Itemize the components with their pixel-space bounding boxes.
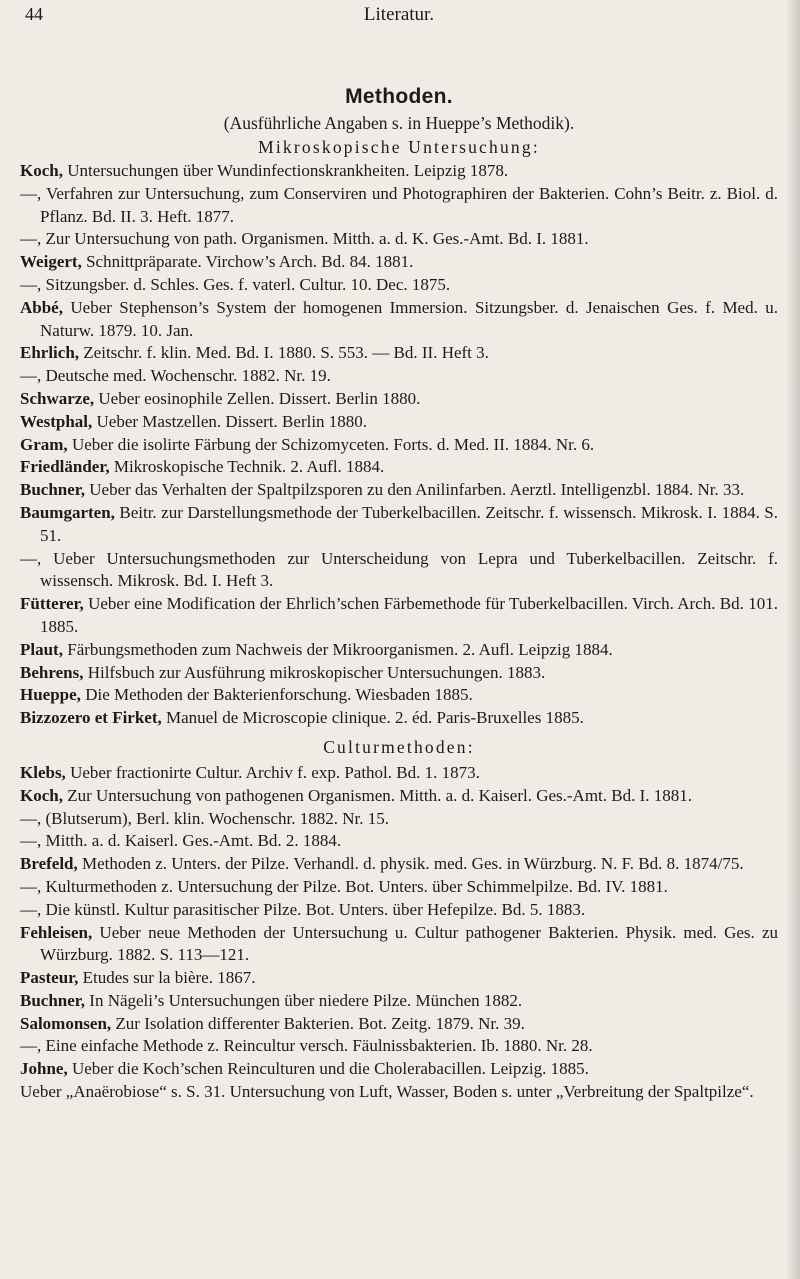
reference-text: —, Zur Untersuchung von path. Organismen. Mitth. a. d. K. Ges.-Amt. Bd. I. 1881. [20, 229, 589, 249]
reference-entry [20, 762, 778, 785]
reference-entry [20, 183, 778, 229]
reference-entry [20, 365, 778, 388]
reference-author: Behrens, [20, 662, 84, 682]
reference-author: Abbé, [20, 297, 63, 317]
section-note: (Ausführliche Angaben s. in Hueppe’s Methodik). [223, 113, 575, 133]
reference-text: Hilfsbuch zur Ausführung mikroskopischer Untersuchungen. 1883. [83, 662, 546, 682]
reference-entry [20, 639, 778, 662]
page-edge-shadow [786, 0, 800, 1279]
reference-entry [20, 274, 778, 297]
reference-entry [20, 684, 778, 707]
reference-text: Ueber das Verhalten der Spaltpilzsporen zu den Anilinfarben. Aerztl. Intelligenzbl. 1884. Nr. 33. [85, 480, 745, 500]
reference-entry [20, 853, 778, 876]
reference-text: Ueber eosinophile Zellen. Dissert. Berlin 1880. [94, 388, 421, 408]
reference-entry [20, 434, 778, 457]
reference-author: Brefeld, [20, 854, 78, 874]
reference-text: —, Die künstl. Kultur parasitischer Pilze. Bot. Unters. über Hefepilze. Bd. 5. 1883. [20, 899, 586, 919]
reference-text: Etudes sur la bière. 1867. [78, 968, 256, 988]
running-title: Literatur. [363, 4, 435, 25]
reference-text: —, Mitth. a. d. Kaiserl. Ges.-Amt. Bd. 2. 1884. [20, 831, 342, 851]
reference-author: Weigert, [20, 252, 82, 272]
reference-entry [20, 1013, 778, 1036]
reference-author: Plaut, [20, 639, 63, 659]
reference-entry [20, 1035, 778, 1058]
reference-entry [20, 1081, 778, 1104]
reference-entry [20, 388, 778, 411]
reference-text: Färbungsmethoden zum Nachweis der Mikroorganismen. 2. Aufl. Leipzig 1884. [62, 639, 613, 659]
reference-entry [20, 899, 778, 922]
reference-entry [20, 967, 778, 990]
reference-entry [20, 342, 778, 365]
reference-author: Johne, [20, 1059, 68, 1079]
reference-entry [20, 707, 778, 730]
reference-text: Beitr. zur Darstellungsmethode der Tuberkelbacillen. Zeitschr. f. wissensch. Mikrosk. I. 1884. S. 51. [40, 502, 778, 545]
reference-author: Schwarze, [20, 388, 95, 408]
reference-entry [20, 502, 778, 548]
reference-author: Westphal, [20, 411, 93, 431]
subhead-culture: Culturmethoden: [323, 736, 475, 757]
reference-text: Ueber die isolirte Färbung der Schizomyceten. Forts. d. Med. II. 1884. Nr. 6. [67, 434, 595, 454]
reference-author: Salomonsen, [20, 1013, 112, 1033]
reference-entry [20, 876, 778, 899]
reference-entry [20, 160, 778, 183]
reference-text: Schnittpräparate. Virchow’s Arch. Bd. 84. 1881. [81, 252, 414, 272]
reference-author: Koch, [20, 161, 63, 180]
reference-entry [20, 922, 778, 968]
reference-text: —, Eine einfache Methode z. Reincultur versch. Fäulnissbakterien. Ib. 1880. Nr. 28. [20, 1036, 593, 1056]
reference-author: Koch, [20, 785, 63, 805]
reference-entry [20, 251, 778, 274]
reference-author: Bizzozero et Firket, [20, 708, 162, 728]
reference-author: Gram, [20, 434, 68, 454]
reference-text: Ueber eine Modification der Ehrlich’schen Färbemethode für Tuberkelbacillen. Virch. Arch. Bd. 101. 1885. [40, 594, 778, 636]
reference-entry [20, 228, 778, 251]
reference-entry [20, 1058, 778, 1081]
reference-entry [20, 785, 778, 808]
reference-author: Hueppe, [20, 685, 81, 705]
reference-text: Zur Isolation differenter Bakterien. Bot. Zeitg. 1879. Nr. 39. [111, 1013, 525, 1033]
running-head [20, 0, 778, 48]
reference-text: Mikroskopische Technik. 2. Aufl. 1884. [109, 457, 385, 477]
reference-author: Klebs, [20, 762, 66, 782]
section-title: Methoden. [345, 85, 453, 108]
reference-entry [20, 990, 778, 1013]
reference-text: —, Kulturmethoden z. Untersuchung der Pilze. Bot. Unters. über Schimmelpilze. Bd. IV. 1881. [20, 876, 668, 896]
subhead-microscopy: Mikroskopische Untersuchung: [258, 137, 540, 157]
reference-entry [20, 808, 778, 831]
reference-author: Fütterer, [20, 594, 84, 614]
reference-entry [20, 548, 778, 594]
reference-text: In Nägeli’s Untersuchungen über niedere Pilze. München 1882. [85, 990, 523, 1010]
reference-entry [20, 662, 778, 685]
reference-author: Buchner, [20, 990, 86, 1010]
reference-text: —, (Blutserum), Berl. klin. Wochenschr. 1882. Nr. 15. [20, 808, 389, 828]
microscopy-references [20, 160, 778, 730]
reference-text: Die Methoden der Bakterienforschung. Wiesbaden 1885. [80, 685, 473, 705]
reference-entry [20, 411, 778, 434]
reference-text: —, Sitzungsber. d. Schles. Ges. f. vaterl. Cultur. 10. Dec. 1875. [20, 274, 451, 294]
reference-author: Ehrlich, [20, 343, 80, 363]
reference-author: Fehleisen, [20, 922, 93, 942]
reference-text: —, Verfahren zur Untersuchung, zum Conserviren und Photographiren der Bakterien. Cohn’s Beitr. z. Biol. d. Pflanz. Bd. II. 3. Heft. 1877. [20, 183, 778, 226]
culture-references [20, 762, 778, 1104]
reference-text: Methoden z. Unters. der Pilze. Verhandl. d. physik. med. Ges. in Würzburg. N. F. Bd. 8. 1874/75. [77, 854, 744, 874]
reference-text: —, Deutsche med. Wochenschr. 1882. Nr. 19. [20, 366, 331, 386]
reference-text: Untersuchungen über Wundinfectionskrankheiten. Leipzig 1878. [62, 161, 509, 180]
reference-text: Ueber die Koch’schen Reinculturen und die Cholerabacillen. Leipzig. 1885. [67, 1059, 589, 1079]
reference-author: Baumgarten, [20, 502, 115, 522]
reference-author: Buchner, [20, 480, 86, 500]
reference-text: Ueber Stephenson’s System der homogenen Immersion. Sitzungsber. d. Jenaischen Ges. f. Med. u. Naturw. 1879. 10. Jan. [40, 297, 778, 340]
reference-text: —, Ueber Untersuchungsmethoden zur Unterscheidung von Lepra und Tuberkelbacillen. Zeitschr. f. wissensch. Mikrosk. Bd. I. Heft 3. [20, 548, 778, 591]
reference-text: Ueber „Anaërobiose“ s. S. 31. Untersuchung von Luft, Wasser, Boden s. unter „Verbreitung der Spaltpilze“. [20, 1082, 754, 1102]
reference-text: Manuel de Microscopie clinique. 2. éd. Paris-Bruxelles 1885. [161, 708, 584, 728]
reference-entry [20, 297, 778, 343]
reference-entry [20, 479, 778, 502]
reference-text: Zeitschr. f. klin. Med. Bd. I. 1880. S. 553. — Bd. II. Heft 3. [79, 343, 489, 363]
reference-text: Ueber neue Methoden der Untersuchung u. Cultur pathogener Bakterien. Physik. med. Ges. zu Würzburg. 1882. S. 113—121. [40, 922, 778, 965]
reference-entry [20, 593, 778, 639]
reference-entry [20, 830, 778, 853]
reference-text: Zur Untersuchung von pathogenen Organismen. Mitth. a. d. Kaiserl. Ges.-Amt. Bd. I. 1881. [62, 785, 693, 805]
reference-author: Friedländer, [20, 457, 110, 477]
page-number: 44 [25, 4, 43, 24]
reference-text: Ueber fractionirte Cultur. Archiv f. exp. Pathol. Bd. 1. 1873. [65, 762, 480, 782]
reference-author: Pasteur, [20, 968, 79, 988]
reference-text: Ueber Mastzellen. Dissert. Berlin 1880. [92, 411, 368, 431]
reference-entry [20, 456, 778, 479]
